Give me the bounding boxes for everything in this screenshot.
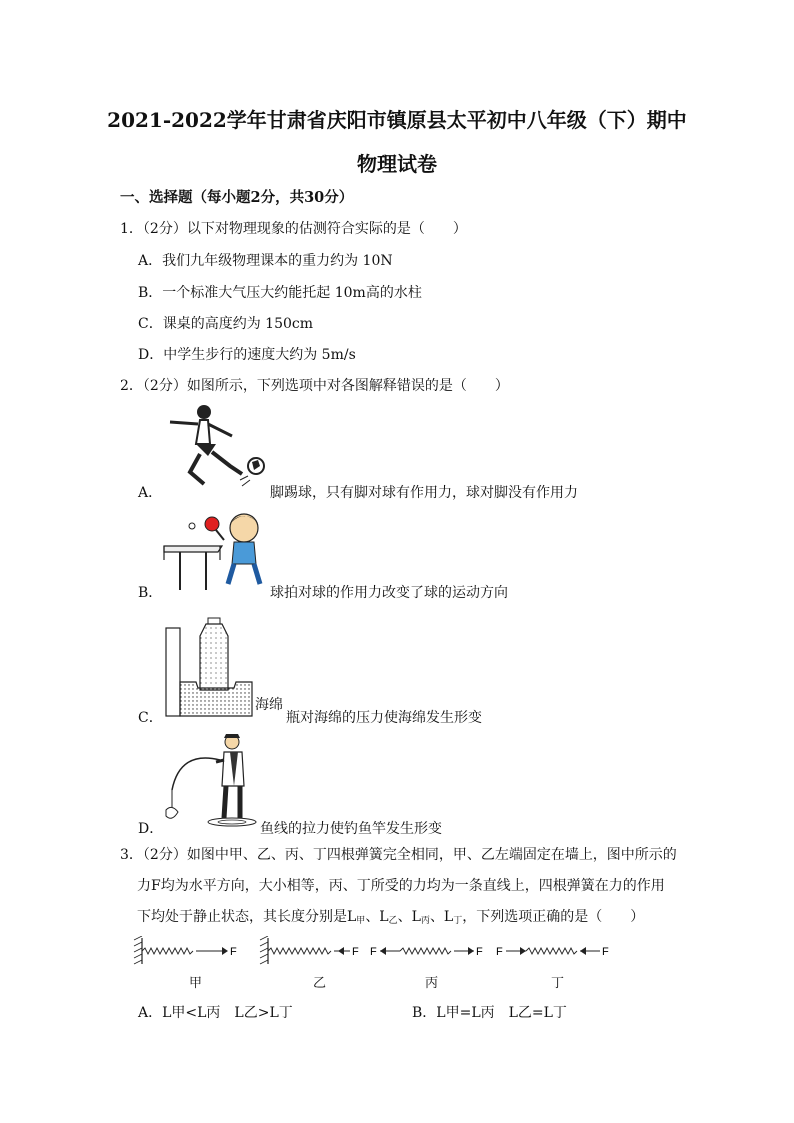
force-label-yi: F (352, 946, 359, 958)
soccer-player-figure (160, 400, 270, 495)
q2-option-d-text: 鱼线的拉力使钓鱼竿发生形变 (260, 821, 442, 837)
bottle-on-sponge-figure (164, 616, 256, 720)
spring-label-ding: 丁 (551, 976, 565, 991)
sponge-label: 海绵 (255, 697, 283, 713)
sub-jia: 甲 (356, 916, 366, 926)
q3-line3-end: ，下列选项正确的是（ ） (462, 909, 645, 925)
q2-option-a-letter: A． (138, 485, 163, 501)
spring-label-yi: 乙 (313, 976, 327, 991)
q1-option-d: D．中学生步行的速度大约为 5m/s (138, 347, 356, 363)
q3-line2: 力F均为水平方向，大小相等，丙、丁所受的力均为一条直线上，四根弹簧在力的作用 (137, 878, 665, 894)
q2-option-c-text: 瓶对海绵的压力使海绵发生形变 (286, 710, 482, 726)
q3-line3: 下均处于静止状态，其长度分别是$L_甲$、$L_乙$、$L_丙$、$L_丁$，下列选项正确的是（ ） (137, 909, 645, 926)
spring-label-jia: 甲 (189, 976, 203, 991)
force-label-ding-left: F (496, 946, 503, 958)
force-label-bing-left: F (370, 946, 377, 958)
q2-option-d-letter: D． (138, 821, 164, 837)
springs-diagram (130, 936, 630, 966)
q3-option-b: B．L甲=L丙 L乙=L丁 (412, 1005, 567, 1021)
q1-option-c: C．课桌的高度约为 150cm (138, 316, 313, 332)
q3-option-a: A．L甲<L丙 L乙>L丁 (138, 1005, 293, 1021)
q2-option-c-letter: C． (138, 710, 163, 726)
sub-ding: 丁 (453, 916, 463, 926)
page-title-line2: 物理试卷 (357, 152, 437, 176)
page-title-line1: 2021-2022学年甘肃省庆阳市镇原县太平初中八年级（下）期中 (107, 108, 687, 132)
spring-label-bing: 丙 (425, 976, 439, 991)
force-label-bing-right: F (476, 946, 483, 958)
q2-stem: 2．（2分）如图所示，下列选项中对各图解释错误的是（ ） (120, 378, 509, 394)
q1-option-b: B．一个标准大气压大约能托起 10m高的水柱 (138, 285, 422, 301)
q1-stem: 1．（2分）以下对物理现象的估测符合实际的是（ ） (120, 221, 467, 237)
q2-option-a-text: 脚踢球，只有脚对球有作用力，球对脚没有作用力 (270, 485, 578, 501)
q2-option-b-letter: B． (138, 585, 163, 601)
sub-bing: 丙 (420, 916, 430, 926)
force-label-ding-right: F (602, 946, 609, 958)
section-heading: 一、选择题（每小题2分，共30分） (120, 189, 354, 206)
q1-option-a: A．我们九年级物理课本的重力约为 10N (138, 253, 393, 269)
q3-line3-start: 下均处于静止状态，其长度分别是L (137, 909, 357, 925)
q3-line1: 3．（2分）如图中甲、乙、丙、丁四根弹簧完全相同，甲、乙左端固定在墙上，图中所示的 (120, 847, 677, 863)
force-label-jia: F (230, 946, 237, 958)
fisherman-figure (160, 730, 260, 834)
table-tennis-figure (162, 510, 267, 592)
sub-yi: 乙 (388, 916, 398, 926)
q2-option-b-text: 球拍对球的作用力改变了球的运动方向 (270, 585, 508, 601)
